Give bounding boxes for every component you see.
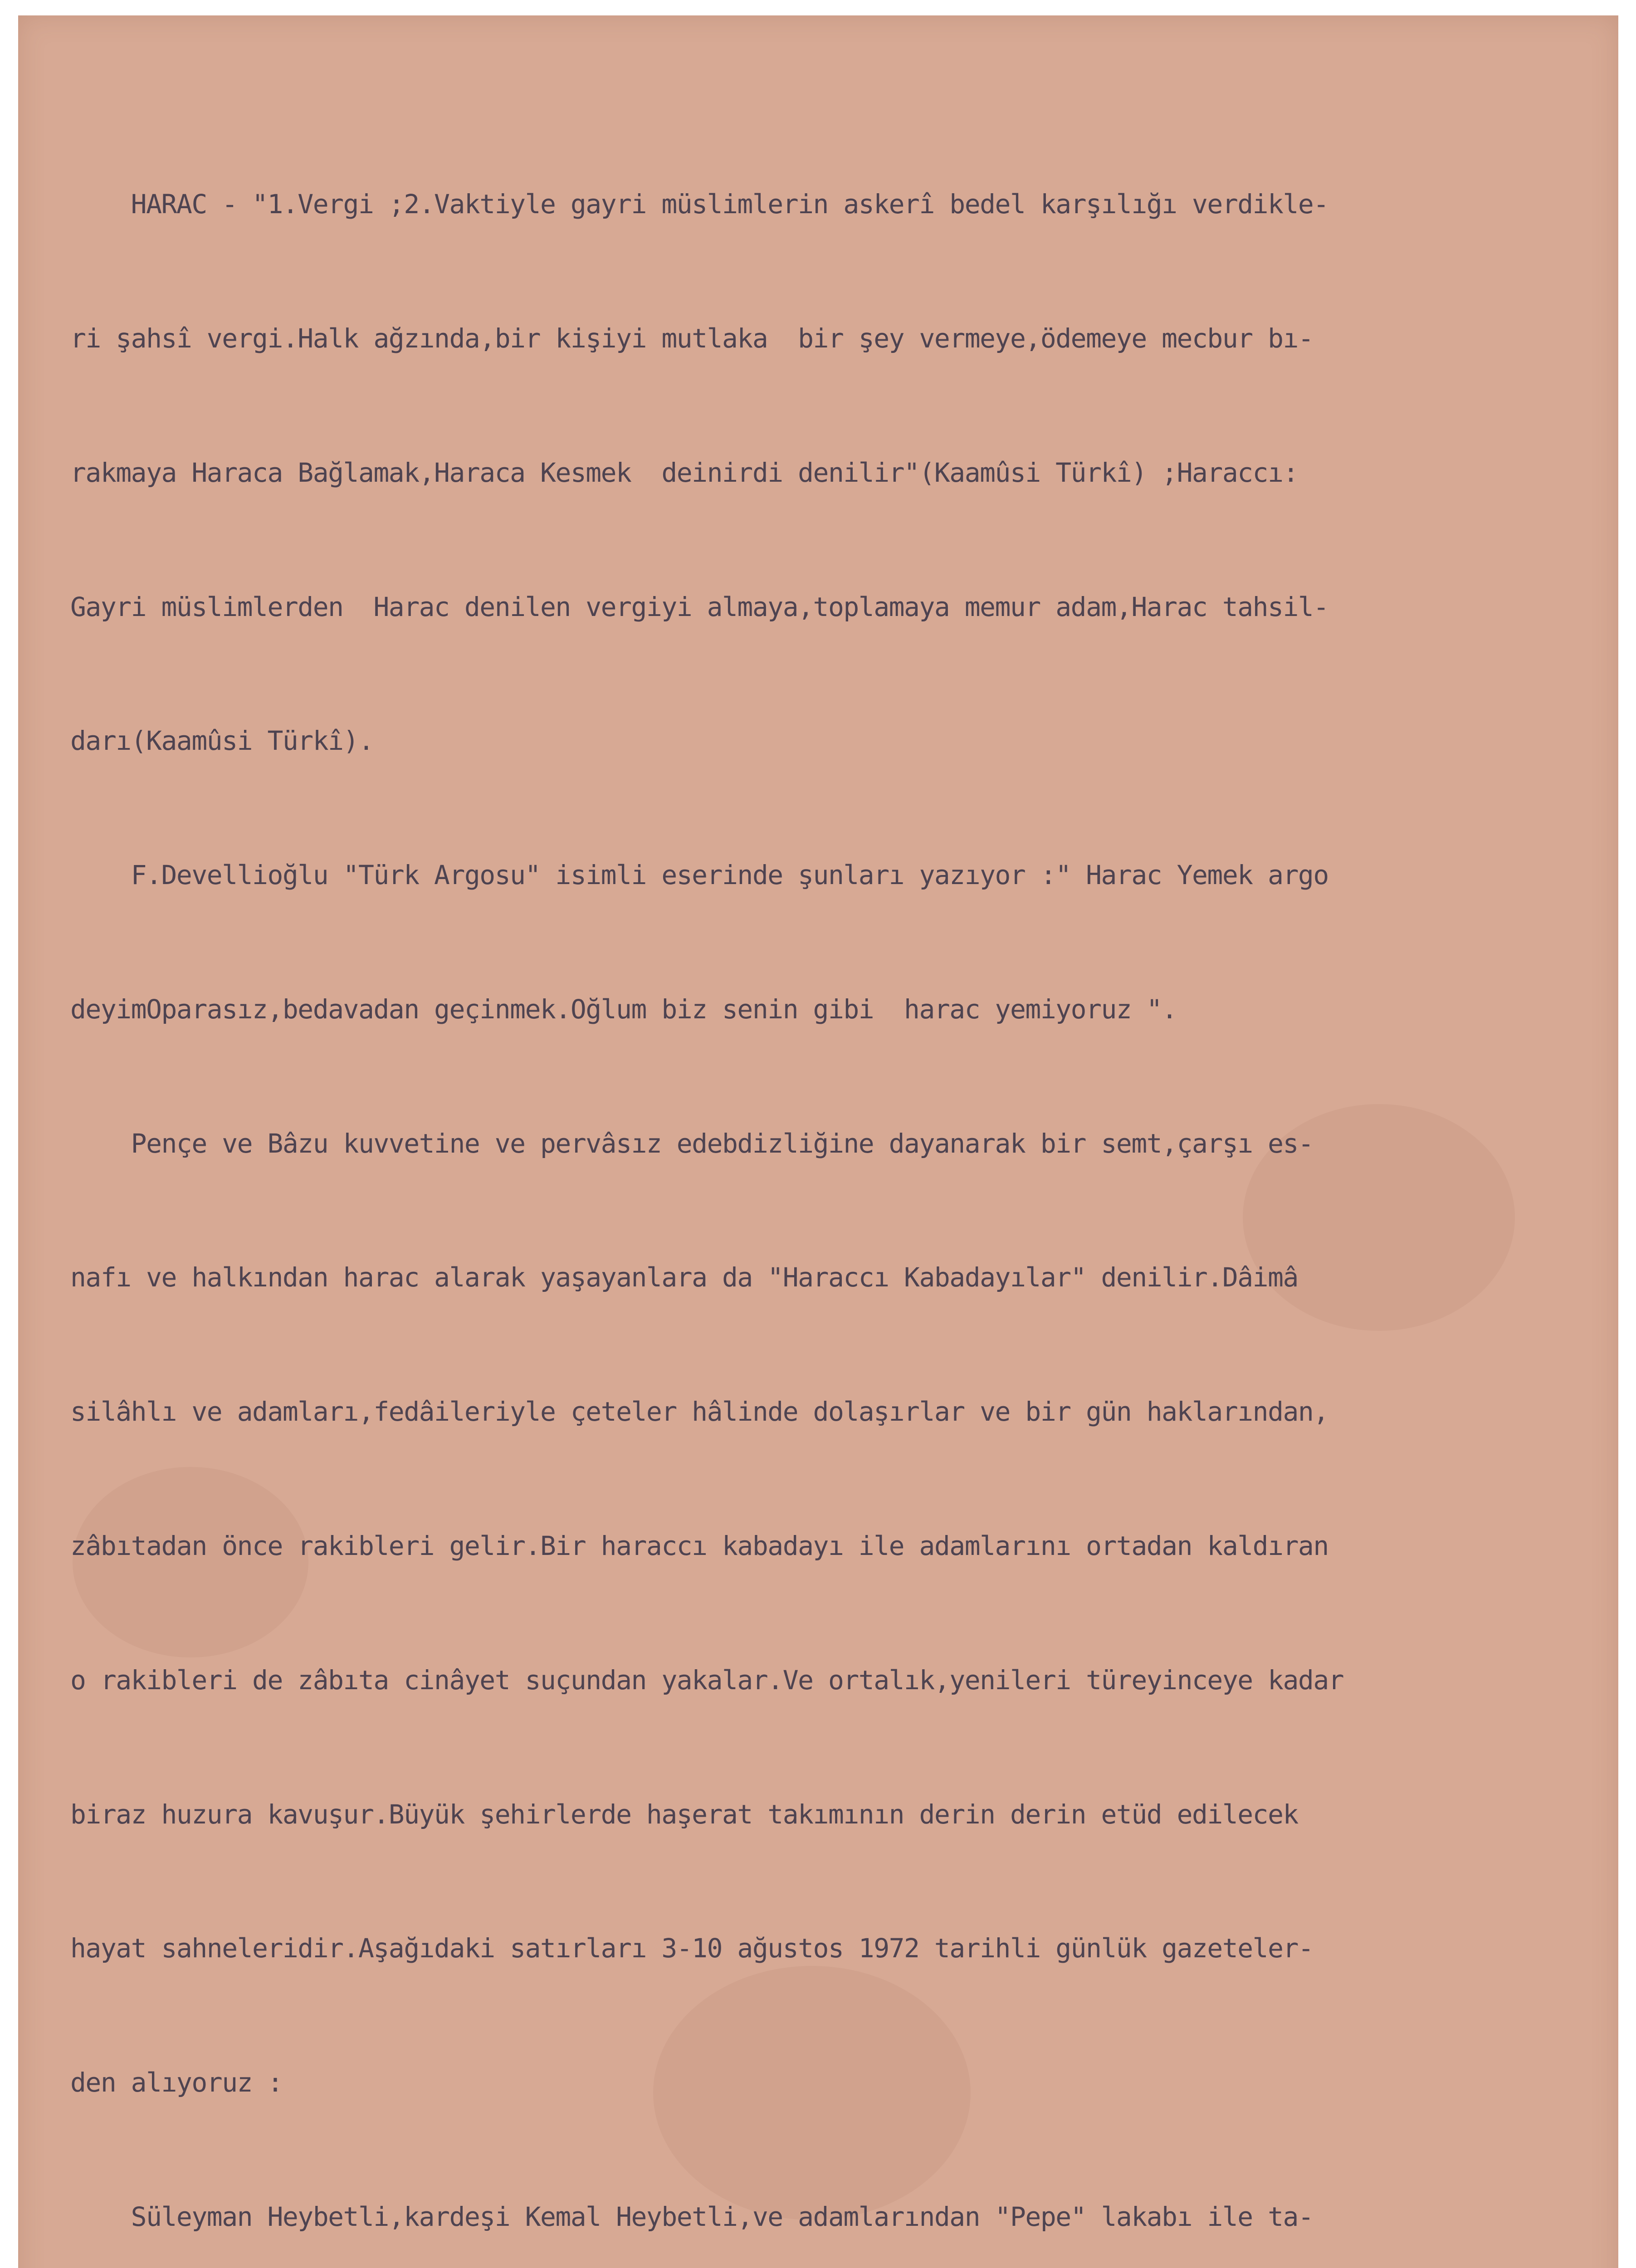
- text-line: hayat sahneleridir.Aşağıdaki satırları 3-10 ağustos 1972 tarihli günlük gazeteler-: [70, 1933, 1314, 1964]
- text-line: rakmaya Haraca Bağlamak,Haraca Kesmek deinirdi denilir"(Kaamûsi Türkî) ;Haraccı:: [70, 457, 1298, 488]
- text-line: o rakibleri de zâbıta cinâyet suçundan yakalar.Ve ortalık,yenileri türeyinceye kadar: [70, 1664, 1344, 1696]
- text-line: den alıyoruz :: [70, 2067, 283, 2098]
- text-line: silâhlı ve adamları,fedâileriyle çeteler hâlinde dolaşırlar ve bir gün haklarından,: [70, 1396, 1328, 1427]
- text-line: nafı ve halkından harac alarak yaşayanlara da "Haraccı Kabadayılar" denilir.Dâimâ: [70, 1262, 1298, 1293]
- text-line: Gayri müslimlerden Harac denilen vergiyi almaya,toplamaya memur adam,Harac tahsil-: [70, 591, 1328, 622]
- text-line: Pençe ve Bâzu kuvvetine ve pervâsız edebdizliğine dayanarak bir semt,çarşı es-: [70, 1128, 1314, 1159]
- text-line: darı(Kaamûsi Türkî).: [70, 725, 374, 757]
- text-line: ri şahsî vergi.Halk ağzında,bir kişiyi mutlaka bir şey vermeye,ödemeye mecbur bı-: [70, 323, 1314, 354]
- text-line: F.Devellioğlu "Türk Argosu" isimli eserinde şunları yazıyor :" Harac Yemek argo: [70, 860, 1328, 891]
- text-line: biraz huzura kavuşur.Büyük şehirlerde haşerat takımının derin derin etüd edilecek: [70, 1799, 1298, 1830]
- text-line: zâbıtadan önce rakibleri gelir.Bir haraccı kabadayı ile adamlarını ortadan kaldıran: [70, 1530, 1328, 1561]
- text-line: deyimOparasız,bedavadan geçinmek.Oğlum biz senin gibi harac yemiyoruz ".: [70, 993, 1177, 1025]
- typescript-body: [70, 93, 1621, 2268]
- text-line: HARAC - "1.Vergi ;2.Vaktiyle gayri müslimlerin askerî bedel karşılığı verdikle-: [70, 189, 1328, 220]
- text-line: Süleyman Heybetli,kardeşi Kemal Heybetli,ve adamlarından "Pepe" lakabı ile ta-: [70, 2201, 1314, 2232]
